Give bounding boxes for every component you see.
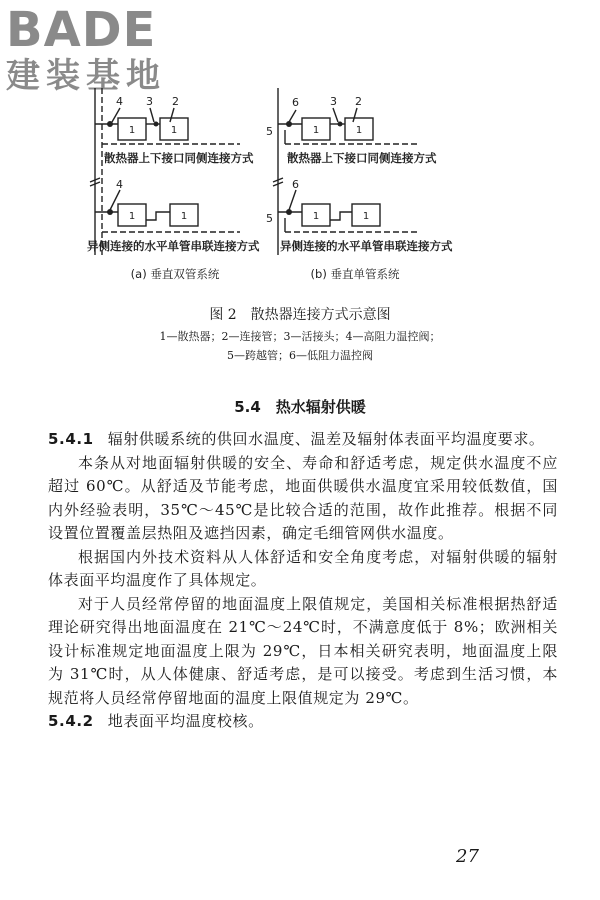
clause-5-4-2	[48, 710, 558, 734]
low-resistance-valve-b1	[286, 121, 292, 127]
label-5b: 5	[266, 212, 273, 225]
label-2-b: 2	[355, 95, 362, 108]
radiator-label: 1	[312, 125, 320, 136]
label-4b: 4	[116, 178, 123, 191]
subcaption-b: (b) 垂直单管系统	[310, 267, 400, 281]
clause-5-4-1	[48, 428, 558, 452]
radiator-label: 1	[128, 211, 136, 222]
radiator-label: 1	[180, 211, 188, 222]
clause-number: 5.4.2	[48, 712, 94, 730]
row2-caption-a: 异侧连接的水平单管串联连接方式	[87, 239, 260, 253]
high-resistance-valve-a2	[107, 209, 113, 215]
label-3: 3	[146, 95, 153, 108]
radiator-label: 1	[362, 211, 370, 222]
section-heading: 5.4 热水辐射供暖	[234, 398, 366, 416]
paragraph: 本条从对地面辐射供暖的安全、寿命和舒适考虑，规定供水温度不应超过 60℃。从舒适及节能考虑，地面供暖供水温度宜采用较低数值，国内外经验表明，35℃～45℃是比较合适的范围，故作此推荐。根据不同设置位置覆盖层热阻及遮挡因素，确定毛细管网供水温度。	[48, 453, 558, 542]
low-resistance-valve-b2	[286, 209, 292, 215]
union-joint-a	[154, 122, 159, 127]
union-joint-b	[338, 122, 343, 127]
page-number: 27	[456, 846, 479, 867]
label-3-b: 3	[330, 95, 337, 108]
radiator-label: 1	[128, 125, 136, 136]
label-5: 5	[266, 125, 273, 138]
body-text	[48, 428, 558, 734]
label-2: 2	[172, 95, 179, 108]
row1-caption-b: 散热器上下接口同侧连接方式	[287, 151, 437, 165]
label-4: 4	[116, 95, 123, 108]
logo-subtitle: 建装基地	[6, 56, 166, 96]
figure-title: 图 2 散热器连接方式示意图	[209, 307, 391, 323]
figure-legend-line2: 5—跨越管；6—低阻力温控阀	[227, 349, 373, 362]
clause-text: 辐射供暖系统的供回水温度、温差及辐射体表面平均温度要求。	[107, 430, 545, 448]
radiator-label: 1	[355, 125, 363, 136]
radiator-label: 1	[170, 125, 178, 136]
paragraph: 对于人员经常停留的地面温度上限值规定，美国相关标准根据热舒适理论研究得出地面温度在 21℃～24℃时，不满意度低于 8%；欧洲相关设计标准规定地面温度上限为 29℃，日本相关研究表明，地面温度上限为 31℃时，从人体健康、舒适考虑，是可以接受。考虑到生活习惯，本规范将人员经常停留地面的温度上限值规定为 29℃。	[48, 594, 558, 707]
clause-text: 地表面平均温度校核。	[107, 712, 264, 730]
label-6: 6	[292, 96, 299, 109]
row2-caption-b: 异侧连接的水平单管串联连接方式	[280, 239, 453, 253]
figure-legend-line1: 1—散热器；2—连接管；3—活接头；4—高阻力温控阀；	[159, 330, 441, 343]
radiator-connection-diagram	[0, 0, 600, 300]
radiator-label: 1	[312, 211, 320, 222]
paragraph: 根据国内外技术资料从人体舒适和安全角度考虑，对辐射供暖的辐射体表面平均温度作了具体规定。	[48, 547, 558, 589]
clause-number: 5.4.1	[48, 430, 94, 448]
high-resistance-valve-a1	[107, 121, 113, 127]
subcaption-a: (a) 垂直双管系统	[130, 267, 220, 281]
label-6b: 6	[292, 178, 299, 191]
row1-caption-a: 散热器上下接口同侧连接方式	[104, 151, 254, 165]
logo-wordmark: BADE	[6, 2, 157, 58]
